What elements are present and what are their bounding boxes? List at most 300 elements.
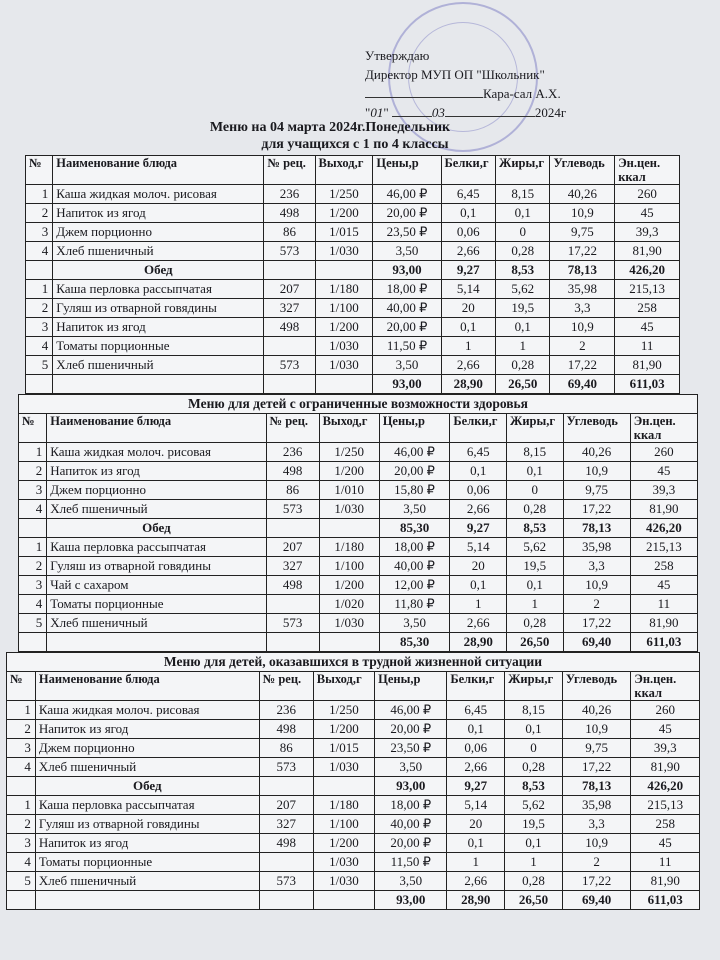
carbs: 69,40 xyxy=(550,375,615,394)
recipe-number: 86 xyxy=(266,481,319,500)
row-number: 4 xyxy=(19,500,47,519)
column-header: Наименование блюда xyxy=(47,414,266,443)
column-header: № xyxy=(7,672,36,701)
price: 18,00 ₽ xyxy=(375,796,447,815)
proteins: 6,45 xyxy=(450,443,507,462)
column-header: Белки,г xyxy=(447,672,505,701)
energy: 611,03 xyxy=(615,375,680,394)
table-row xyxy=(19,443,698,462)
energy: 45 xyxy=(631,834,700,853)
carbs: 10,9 xyxy=(562,834,631,853)
carbs: 78,13 xyxy=(550,261,615,280)
energy: 39,3 xyxy=(630,481,697,500)
column-header: Жиры,г xyxy=(505,672,563,701)
fats: 5,62 xyxy=(496,280,550,299)
dish-name: Каша перловка рассыпчатая xyxy=(35,796,259,815)
energy: 258 xyxy=(630,557,697,576)
table-row xyxy=(7,758,700,777)
price: 3,50 xyxy=(375,872,447,891)
recipe-number: 498 xyxy=(266,462,319,481)
row-number: 1 xyxy=(7,796,36,815)
dish-name: Томаты порционные xyxy=(47,595,266,614)
column-header: Эн.цен. ккал xyxy=(630,414,697,443)
table-row xyxy=(7,815,700,834)
carbs: 10,9 xyxy=(562,720,631,739)
carbs: 78,13 xyxy=(562,777,631,796)
recipe-number xyxy=(259,891,313,910)
price: 3,50 xyxy=(379,500,450,519)
row-number: 3 xyxy=(26,318,53,337)
table-row xyxy=(26,299,680,318)
carbs: 35,98 xyxy=(550,280,615,299)
fats: 8,15 xyxy=(505,701,563,720)
energy: 11 xyxy=(615,337,680,356)
row-number xyxy=(19,519,47,538)
column-header: Углеводь xyxy=(550,156,615,185)
section-heading-row xyxy=(7,653,700,672)
price: 11,80 ₽ xyxy=(379,595,450,614)
dish-name: Напиток из ягод xyxy=(35,720,259,739)
fats: 0,1 xyxy=(507,462,564,481)
proteins: 0,1 xyxy=(450,576,507,595)
portion: 1/250 xyxy=(315,185,373,204)
recipe-number: 327 xyxy=(266,557,319,576)
dish-name: Гуляш из отварной говядины xyxy=(47,557,266,576)
column-header: Углеводь xyxy=(562,672,631,701)
energy: 215,13 xyxy=(631,796,700,815)
proteins: 0,06 xyxy=(450,481,507,500)
row-number: 1 xyxy=(7,701,36,720)
portion xyxy=(313,891,374,910)
carbs: 3,3 xyxy=(550,299,615,318)
proteins: 20 xyxy=(441,299,495,318)
table-row xyxy=(26,318,680,337)
dish-name: Томаты порционные xyxy=(53,337,264,356)
signature-line xyxy=(365,85,483,98)
dish-name xyxy=(47,633,266,652)
energy: 258 xyxy=(631,815,700,834)
price: 23,50 ₽ xyxy=(373,223,441,242)
column-header: Белки,г xyxy=(441,156,495,185)
carbs: 17,22 xyxy=(550,356,615,375)
fats: 19,5 xyxy=(505,815,563,834)
recipe-number: 573 xyxy=(264,356,315,375)
approval-month: 03 xyxy=(431,105,445,120)
fats: 26,50 xyxy=(505,891,563,910)
energy: 81,90 xyxy=(630,614,697,633)
table-row xyxy=(19,538,698,557)
energy: 81,90 xyxy=(615,242,680,261)
dish-name: Обед xyxy=(53,261,264,280)
dish-name: Гуляш из отварной говядины xyxy=(53,299,264,318)
menu-table-health xyxy=(18,394,698,652)
column-header: № xyxy=(26,156,53,185)
price: 85,30 xyxy=(379,519,450,538)
signer-name: Кара-сал А.Х. xyxy=(483,86,561,101)
dish-name: Обед xyxy=(47,519,266,538)
energy: 426,20 xyxy=(630,519,697,538)
portion: 1/015 xyxy=(313,739,374,758)
portion: 1/100 xyxy=(315,299,373,318)
row-number: 5 xyxy=(26,356,53,375)
column-header: Цены,р xyxy=(379,414,450,443)
approval-position: Директор МУП ОП "Школьник" xyxy=(365,67,545,82)
row-number: 2 xyxy=(19,557,47,576)
recipe-number xyxy=(264,375,315,394)
carbs: 40,26 xyxy=(550,185,615,204)
energy: 81,90 xyxy=(631,872,700,891)
fats: 1 xyxy=(505,853,563,872)
proteins: 2,66 xyxy=(441,356,495,375)
portion xyxy=(319,519,379,538)
recipe-number xyxy=(266,595,319,614)
carbs: 9,75 xyxy=(550,223,615,242)
row-number: 3 xyxy=(26,223,53,242)
table-row xyxy=(7,739,700,758)
proteins: 28,90 xyxy=(447,891,505,910)
recipe-number: 236 xyxy=(264,185,315,204)
table-row xyxy=(19,462,698,481)
section-heading-row xyxy=(19,395,698,414)
carbs: 9,75 xyxy=(563,481,630,500)
portion: 1/030 xyxy=(315,356,373,375)
proteins: 0,1 xyxy=(447,834,505,853)
dish-name: Каша жидкая молоч. рисовая xyxy=(47,443,266,462)
table-row xyxy=(26,280,680,299)
carbs: 69,40 xyxy=(563,633,630,652)
row-number: 1 xyxy=(19,443,47,462)
approval-line: Утверждаю xyxy=(365,48,430,63)
carbs: 35,98 xyxy=(562,796,631,815)
portion: 1/100 xyxy=(319,557,379,576)
column-header: № рец. xyxy=(264,156,315,185)
row-number xyxy=(7,777,36,796)
proteins: 20 xyxy=(447,815,505,834)
portion: 1/030 xyxy=(319,500,379,519)
carbs: 69,40 xyxy=(562,891,631,910)
dish-name: Каша жидкая молоч. рисовая xyxy=(53,185,264,204)
column-header: Выход,г xyxy=(315,156,373,185)
recipe-number xyxy=(264,261,315,280)
portion xyxy=(313,777,374,796)
proteins: 2,66 xyxy=(447,872,505,891)
total-row xyxy=(26,375,680,394)
approval-block: Утверждаю Директор МУП ОП "Школьник" Кара-сал А.Х. "01" 03 2024г xyxy=(365,48,567,120)
column-header: № xyxy=(19,414,47,443)
energy: 258 xyxy=(615,299,680,318)
energy: 81,90 xyxy=(615,356,680,375)
portion: 1/200 xyxy=(319,462,379,481)
approval-year: 2024г xyxy=(534,105,567,120)
recipe-number: 86 xyxy=(264,223,315,242)
carbs: 17,22 xyxy=(562,758,631,777)
recipe-number: 573 xyxy=(259,872,313,891)
price: 3,50 xyxy=(373,356,441,375)
proteins: 6,45 xyxy=(441,185,495,204)
row-number: 2 xyxy=(7,815,36,834)
energy: 39,3 xyxy=(631,739,700,758)
price: 23,50 ₽ xyxy=(375,739,447,758)
fats: 0,28 xyxy=(507,500,564,519)
table-row xyxy=(7,796,700,815)
carbs: 2 xyxy=(562,853,631,872)
portion: 1/180 xyxy=(313,796,374,815)
proteins: 0,1 xyxy=(447,720,505,739)
section-heading: Меню для детей, оказавшихся в трудной жизненной ситуации xyxy=(7,653,700,672)
recipe-number: 573 xyxy=(259,758,313,777)
fats: 26,50 xyxy=(507,633,564,652)
price: 20,00 ₽ xyxy=(373,204,441,223)
row-number: 1 xyxy=(26,280,53,299)
recipe-number: 236 xyxy=(259,701,313,720)
proteins: 0,1 xyxy=(441,204,495,223)
dish-name: Хлеб пшеничный xyxy=(35,872,259,891)
carbs: 10,9 xyxy=(563,462,630,481)
carbs: 2 xyxy=(563,595,630,614)
column-header: Выход,г xyxy=(313,672,374,701)
recipe-number: 236 xyxy=(266,443,319,462)
energy: 11 xyxy=(631,853,700,872)
recipe-number xyxy=(266,519,319,538)
recipe-number xyxy=(259,777,313,796)
portion: 1/180 xyxy=(315,280,373,299)
recipe-number: 573 xyxy=(266,614,319,633)
proteins: 2,66 xyxy=(447,758,505,777)
recipe-number: 327 xyxy=(264,299,315,318)
column-header: № рец. xyxy=(266,414,319,443)
proteins: 9,27 xyxy=(447,777,505,796)
dish-name: Томаты порционные xyxy=(35,853,259,872)
carbs: 9,75 xyxy=(562,739,631,758)
column-header: № рец. xyxy=(259,672,313,701)
row-number xyxy=(19,633,47,652)
recipe-number: 207 xyxy=(266,538,319,557)
row-number: 4 xyxy=(7,758,36,777)
energy: 39,3 xyxy=(615,223,680,242)
dish-name: Гуляш из отварной говядины xyxy=(35,815,259,834)
carbs: 17,22 xyxy=(563,500,630,519)
portion: 1/100 xyxy=(313,815,374,834)
portion: 1/030 xyxy=(313,853,374,872)
price: 15,80 ₽ xyxy=(379,481,450,500)
price: 40,00 ₽ xyxy=(379,557,450,576)
fats: 0,28 xyxy=(505,872,563,891)
fats: 0,1 xyxy=(496,204,550,223)
dish-name: Каша перловка рассыпчатая xyxy=(47,538,266,557)
price: 11,50 ₽ xyxy=(373,337,441,356)
price: 93,00 xyxy=(373,375,441,394)
fats: 0,1 xyxy=(505,834,563,853)
table-row xyxy=(19,481,698,500)
recipe-number xyxy=(259,853,313,872)
table-row xyxy=(26,242,680,261)
dish-name: Джем порционно xyxy=(47,481,266,500)
dish-name: Хлеб пшеничный xyxy=(47,614,266,633)
dish-name: Чай с сахаром xyxy=(47,576,266,595)
recipe-number: 327 xyxy=(259,815,313,834)
recipe-number: 573 xyxy=(266,500,319,519)
proteins: 1 xyxy=(441,337,495,356)
portion: 1/200 xyxy=(313,834,374,853)
table-row xyxy=(26,223,680,242)
fats: 19,5 xyxy=(507,557,564,576)
fats: 0,1 xyxy=(505,720,563,739)
row-number: 3 xyxy=(7,739,36,758)
portion xyxy=(319,633,379,652)
proteins: 5,14 xyxy=(447,796,505,815)
energy: 45 xyxy=(615,204,680,223)
price: 3,50 xyxy=(379,614,450,633)
fats: 8,53 xyxy=(496,261,550,280)
fats: 0,1 xyxy=(507,576,564,595)
recipe-number: 573 xyxy=(264,242,315,261)
proteins: 9,27 xyxy=(441,261,495,280)
energy: 426,20 xyxy=(615,261,680,280)
column-header: Жиры,г xyxy=(507,414,564,443)
energy: 611,03 xyxy=(631,891,700,910)
row-number: 4 xyxy=(7,853,36,872)
energy: 81,90 xyxy=(631,758,700,777)
menu-table-primary xyxy=(25,155,680,394)
menu-tables xyxy=(0,155,720,910)
price: 20,00 ₽ xyxy=(375,720,447,739)
fats: 1 xyxy=(496,337,550,356)
dish-name: Напиток из ягод xyxy=(35,834,259,853)
proteins: 0,1 xyxy=(441,318,495,337)
price: 46,00 ₽ xyxy=(379,443,450,462)
dish-name xyxy=(53,375,264,394)
row-number: 1 xyxy=(26,185,53,204)
recipe-number: 498 xyxy=(264,318,315,337)
fats: 0,28 xyxy=(505,758,563,777)
recipe-number: 498 xyxy=(259,720,313,739)
energy: 45 xyxy=(631,720,700,739)
price: 40,00 ₽ xyxy=(373,299,441,318)
total-row xyxy=(26,261,680,280)
fats: 8,53 xyxy=(505,777,563,796)
portion: 1/200 xyxy=(313,720,374,739)
recipe-number: 498 xyxy=(266,576,319,595)
row-number: 5 xyxy=(19,614,47,633)
table-row xyxy=(26,204,680,223)
energy: 260 xyxy=(630,443,697,462)
approval-day: 01 xyxy=(370,105,384,120)
dish-name xyxy=(35,891,259,910)
fats: 8,15 xyxy=(496,185,550,204)
section-heading: Меню для детей с ограниченные возможности здоровья xyxy=(19,395,698,414)
dish-name: Джем порционно xyxy=(35,739,259,758)
row-number: 2 xyxy=(19,462,47,481)
table-row xyxy=(19,557,698,576)
row-number: 4 xyxy=(19,595,47,614)
table-row xyxy=(19,595,698,614)
column-header: Наименование блюда xyxy=(53,156,264,185)
carbs: 35,98 xyxy=(563,538,630,557)
proteins: 28,90 xyxy=(450,633,507,652)
dish-name: Напиток из ягод xyxy=(53,318,264,337)
proteins: 1 xyxy=(447,853,505,872)
column-header: Цены,р xyxy=(375,672,447,701)
proteins: 5,14 xyxy=(441,280,495,299)
column-header: Наименование блюда xyxy=(35,672,259,701)
table-row xyxy=(19,614,698,633)
proteins: 1 xyxy=(450,595,507,614)
carbs: 10,9 xyxy=(550,204,615,223)
column-header: Белки,г xyxy=(450,414,507,443)
carbs: 78,13 xyxy=(563,519,630,538)
price: 11,50 ₽ xyxy=(375,853,447,872)
proteins: 0,1 xyxy=(450,462,507,481)
portion xyxy=(315,261,373,280)
price: 93,00 xyxy=(375,777,447,796)
fats: 0,28 xyxy=(496,242,550,261)
menu-subtitle: для учащихся с 1 по 4 классы xyxy=(261,137,449,152)
column-header: Углеводь xyxy=(563,414,630,443)
portion: 1/250 xyxy=(313,701,374,720)
energy: 45 xyxy=(630,576,697,595)
fats: 0 xyxy=(496,223,550,242)
fats: 0,28 xyxy=(507,614,564,633)
total-row xyxy=(19,519,698,538)
portion: 1/010 xyxy=(319,481,379,500)
dish-name: Джем порционно xyxy=(53,223,264,242)
dish-name: Напиток из ягод xyxy=(53,204,264,223)
recipe-number: 86 xyxy=(259,739,313,758)
row-number: 4 xyxy=(26,337,53,356)
proteins: 2,66 xyxy=(450,500,507,519)
price: 18,00 ₽ xyxy=(379,538,450,557)
price: 3,50 xyxy=(373,242,441,261)
proteins: 20 xyxy=(450,557,507,576)
carbs: 2 xyxy=(550,337,615,356)
header-row xyxy=(7,672,700,701)
header-row xyxy=(26,156,680,185)
price: 20,00 ₽ xyxy=(373,318,441,337)
fats: 5,62 xyxy=(507,538,564,557)
column-header: Выход,г xyxy=(319,414,379,443)
fats: 8,15 xyxy=(507,443,564,462)
row-number: 1 xyxy=(19,538,47,557)
portion: 1/020 xyxy=(319,595,379,614)
dish-name: Обед xyxy=(35,777,259,796)
energy: 260 xyxy=(615,185,680,204)
price: 46,00 ₽ xyxy=(375,701,447,720)
proteins: 6,45 xyxy=(447,701,505,720)
energy: 611,03 xyxy=(630,633,697,652)
proteins: 0,06 xyxy=(447,739,505,758)
portion: 1/200 xyxy=(319,576,379,595)
table-row xyxy=(7,872,700,891)
carbs: 17,22 xyxy=(563,614,630,633)
portion: 1/200 xyxy=(315,318,373,337)
proteins: 28,90 xyxy=(441,375,495,394)
table-row xyxy=(7,720,700,739)
price: 85,30 xyxy=(379,633,450,652)
portion: 1/250 xyxy=(319,443,379,462)
dish-name: Напиток из ягод xyxy=(47,462,266,481)
dish-name: Каша жидкая молоч. рисовая xyxy=(35,701,259,720)
column-header: Жиры,г xyxy=(496,156,550,185)
menu-title: Меню на 04 марта 2024г.Понедельник xyxy=(209,120,451,135)
fats: 19,5 xyxy=(496,299,550,318)
price: 40,00 ₽ xyxy=(375,815,447,834)
fats: 0,28 xyxy=(496,356,550,375)
price: 46,00 ₽ xyxy=(373,185,441,204)
energy: 45 xyxy=(630,462,697,481)
header-row xyxy=(19,414,698,443)
total-row xyxy=(7,777,700,796)
dish-name: Хлеб пшеничный xyxy=(35,758,259,777)
